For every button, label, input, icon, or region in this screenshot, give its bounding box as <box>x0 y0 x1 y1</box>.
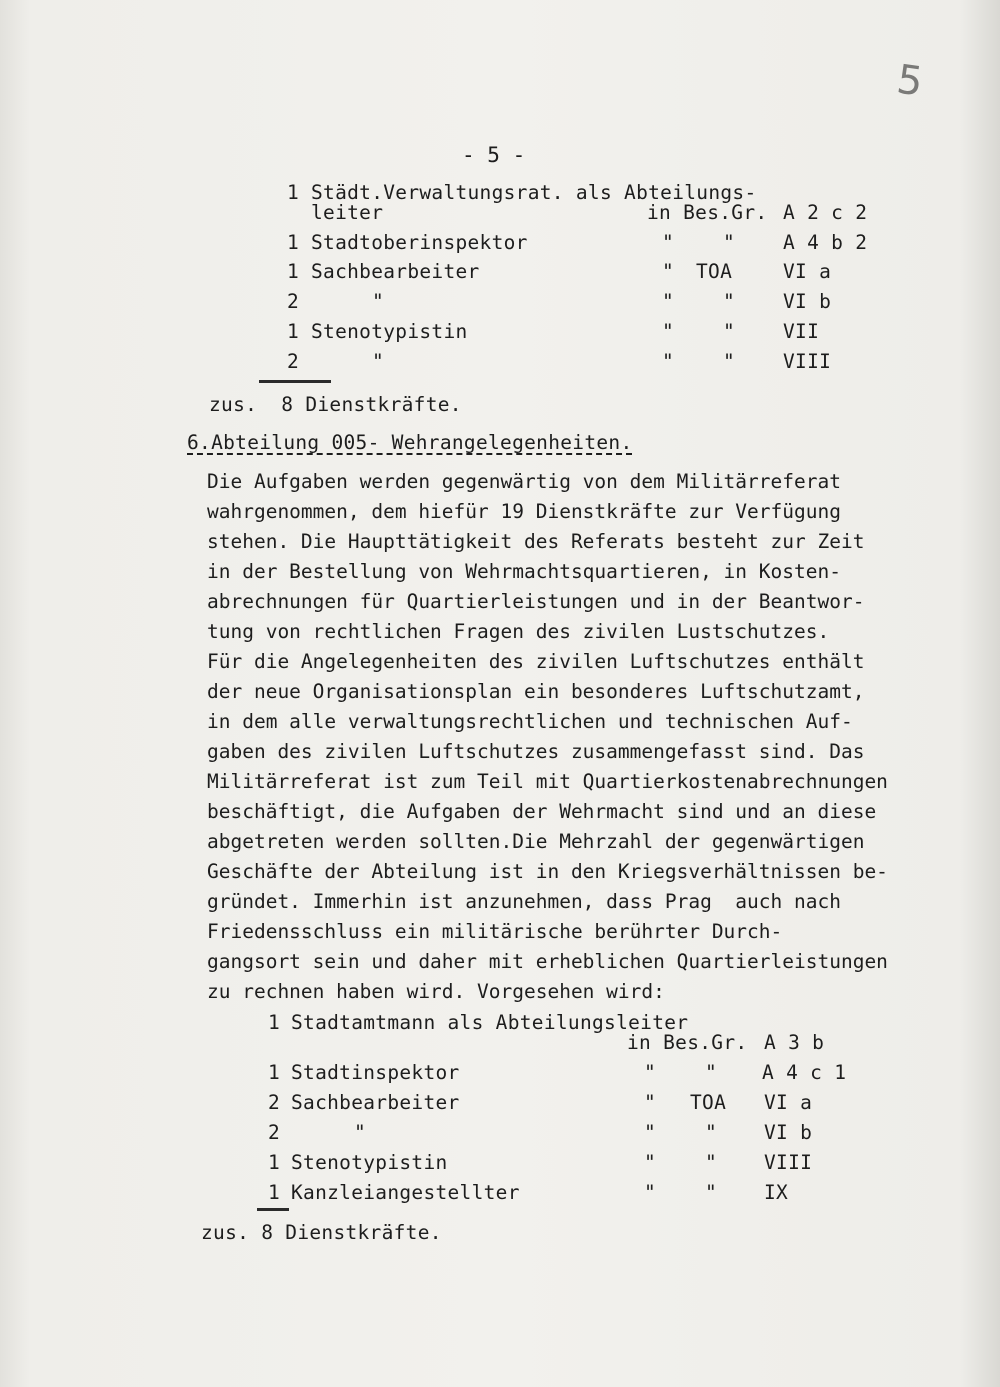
table2-row4-grade: VI b <box>764 1121 813 1144</box>
table1-row4-q1: " <box>662 290 675 313</box>
body-line: Militärreferat ist zum Teil mit Quartierkostenabrechnungen <box>207 770 888 793</box>
table2-row5-q1: " <box>644 1151 657 1174</box>
sum-rule-2 <box>257 1208 289 1211</box>
table1-row5-name: Stenotypistin <box>311 320 468 343</box>
table1-row2-q1: " <box>662 231 675 254</box>
table2-row2-q1: " <box>644 1061 657 1084</box>
body-line: Geschäfte der Abteilung ist in den Kriegsverhältnissen be- <box>207 860 888 883</box>
table2-row5-num: 1 <box>268 1151 281 1174</box>
table2-row3-name: Sachbearbeiter <box>291 1091 460 1114</box>
section-heading: 6.Abteilung 005- Wehrangelegenheiten. <box>187 431 633 454</box>
table2-row6-q2: " <box>705 1181 718 1204</box>
table1-row3-q2: TOA <box>696 260 733 283</box>
table1-row1-name-cont: leiter <box>311 201 384 224</box>
body-line: tung von rechtlichen Fragen des zivilen Lustschutzes. <box>207 620 830 643</box>
body-line: Die Aufgaben werden gegenwärtig von dem Militärreferat <box>207 470 841 493</box>
body-line: in dem alle verwaltungsrechtlichen und technischen Auf- <box>207 710 853 733</box>
table2-row2-grade: A 4 c 1 <box>762 1061 847 1084</box>
body-line: zu rechnen haben wird. Vorgesehen wird: <box>207 980 665 1003</box>
body-line: Für die Angelegenheiten des zivilen Luftschutzes enthält <box>207 650 865 673</box>
table2-row6-num: 1 <box>268 1181 281 1204</box>
table1-row6-q2: " <box>723 350 736 373</box>
table1-row5-grade: VII <box>783 320 820 343</box>
sum-rule-1 <box>259 380 331 383</box>
table2-row2-q2: " <box>705 1061 718 1084</box>
body-line: abgetreten werden sollten.Die Mehrzahl der gegenwärtigen <box>207 830 865 853</box>
table1-total: zus. 8 Dienstkräfte. <box>209 393 462 416</box>
table1-row2-q2: " <box>723 231 736 254</box>
body-line: wahrgenommen, dem hiefür 19 Dienstkräfte zur Verfügung <box>207 500 841 523</box>
table2-row2-num: 1 <box>268 1061 281 1084</box>
table1-row1-grade: A 2 c 2 <box>783 201 868 224</box>
handwritten-page-mark: 5 <box>893 56 926 106</box>
table1-row6-name: " <box>372 350 385 373</box>
table1-row5-q1: " <box>662 320 675 343</box>
table1-row4-name: " <box>372 290 385 313</box>
table1-row4-num: 2 <box>287 290 300 313</box>
table1-row6-num: 2 <box>287 350 300 373</box>
table1-row1-num: 1 <box>287 181 300 204</box>
body-line: stehen. Die Haupttätigkeit des Referats besteht zur Zeit <box>207 530 865 553</box>
body-line: Friedensschluss ein militärische berührter Durch- <box>207 920 783 943</box>
table1-row3-name: Sachbearbeiter <box>311 260 480 283</box>
table1-row3-grade: VI a <box>783 260 832 283</box>
table2-row4-name: " <box>354 1121 367 1144</box>
table2-row1-num: 1 <box>268 1011 281 1034</box>
table1-row4-q2: " <box>723 290 736 313</box>
table2-row4-q2: " <box>705 1121 718 1144</box>
table2-row6-q1: " <box>644 1181 657 1204</box>
page-number: - 5 - <box>462 143 526 167</box>
table1-row2-num: 1 <box>287 231 300 254</box>
table2-row3-q2: TOA <box>690 1091 727 1114</box>
table2-row5-name: Stenotypistin <box>291 1151 448 1174</box>
body-line: gründet. Immerhin ist anzunehmen, dass Prag auch nach <box>207 890 841 913</box>
body-line: gaben des zivilen Luftschutzes zusammengefasst sind. Das <box>207 740 865 763</box>
table2-row1-group: in Bes.Gr. <box>627 1031 748 1054</box>
table2-row3-q1: " <box>644 1091 657 1114</box>
table1-row4-grade: VI b <box>783 290 832 313</box>
table2-row5-grade: VIII <box>764 1151 813 1174</box>
table2-row2-name: Stadtinspektor <box>291 1061 460 1084</box>
table1-row6-q1: " <box>662 350 675 373</box>
table2-row3-num: 2 <box>268 1091 281 1114</box>
table2-row3-grade: VI a <box>764 1091 813 1114</box>
table1-row3-q1: " <box>662 260 675 283</box>
body-line: in der Bestellung von Wehrmachtsquartieren, in Kosten- <box>207 560 841 583</box>
table2-row4-num: 2 <box>268 1121 281 1144</box>
table2-row1-name: Stadtamtmann als Abteilungsleiter <box>291 1011 689 1034</box>
table1-row6-grade: VIII <box>783 350 832 373</box>
table1-row1-name: Städt.Verwaltungsrat. als Abteilungs- <box>311 181 757 204</box>
body-line: der neue Organisationsplan ein besonderes Luftschutzamt, <box>207 680 865 703</box>
table1-row5-num: 1 <box>287 320 300 343</box>
body-line: abrechnungen für Quartierleistungen und in der Beantwor- <box>207 590 865 613</box>
table2-total: zus. 8 Dienstkräfte. <box>201 1221 442 1244</box>
table1-row2-grade: A 4 b 2 <box>783 231 868 254</box>
table2-row1-grade: A 3 b <box>764 1031 825 1054</box>
table1-row2-name: Stadtoberinspektor <box>311 231 528 254</box>
table1-row5-q2: " <box>723 320 736 343</box>
table2-row4-q1: " <box>644 1121 657 1144</box>
table1-row3-num: 1 <box>287 260 300 283</box>
body-line: gangsort sein und daher mit erheblichen Quartierleistungen <box>207 950 888 973</box>
table2-row6-grade: IX <box>764 1181 789 1204</box>
table1-row1-group: in Bes.Gr. <box>647 201 768 224</box>
table2-row5-q2: " <box>705 1151 718 1174</box>
table2-row6-name: Kanzleiangestellter <box>291 1181 520 1204</box>
body-line: beschäftigt, die Aufgaben der Wehrmacht sind und an diese <box>207 800 877 823</box>
